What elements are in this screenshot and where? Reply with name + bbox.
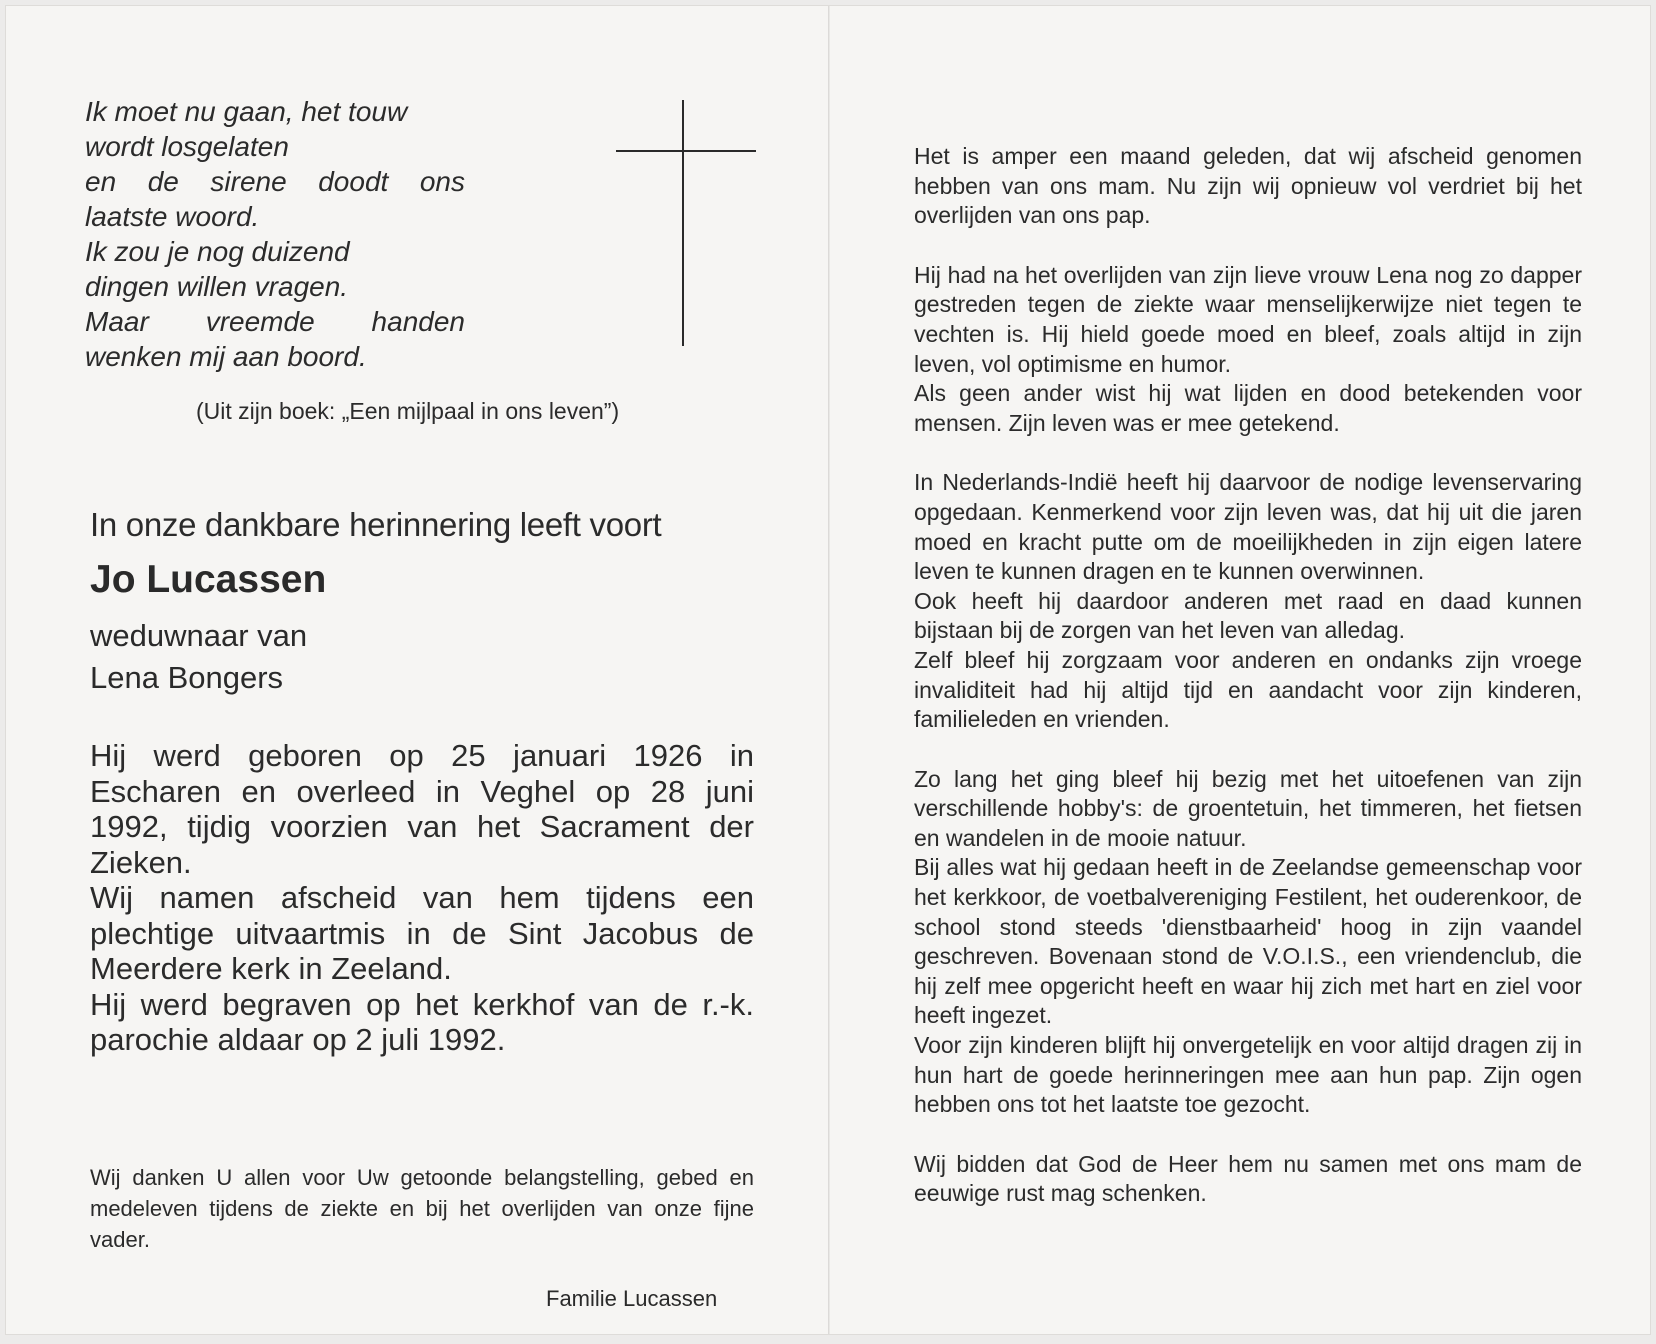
poem-line: Maar vreemde handen (85, 306, 465, 337)
memorial-intro: In onze dankbare herinnering leeft voort (90, 506, 662, 543)
poem (85, 94, 465, 374)
left-panel (6, 6, 828, 1334)
tribute-paragraph: Als geen ander wist hij wat lijden en dood betekenden voor mensen. Zijn leven was er mee getekend. (914, 380, 1582, 436)
bio-paragraph: Hij werd begraven op het kerkhof van de r.-k. parochie aldaar op 2 juli 1992. (90, 986, 754, 1057)
bio-paragraph: Wij namen afscheid van hem tijdens een plechtige uitvaartmis in de Sint Jacobus de Meerdere kerk in Zeeland. (90, 880, 754, 986)
cross-icon (616, 100, 756, 346)
poem-line: wordt losgelaten (85, 131, 289, 162)
tribute-paragraph: Zo lang het ging bleef hij bezig met het uitoefenen van zijn verschillende hobby's: de groentetuin, het timmeren, het fietsen en wandelen in de mooie natuur. (914, 765, 1582, 851)
tribute-paragraph: Zelf bleef hij zorgzaam voor anderen en ondanks zijn vroege invaliditeit had hij altijd tijd en aandacht voor zijn kinderen, familieleden en vrienden. (914, 646, 1582, 733)
deceased-name: Jo Lucassen (90, 558, 327, 601)
tribute-paragraph: In Nederlands-Indië heeft hij daarvoor de nodige levenservaring opgedaan. Kenmerkend voor zijn leven was, dat hij uit die jaren moed en kracht putte om de moeilijkheden in zijn eigen latere leven te kunnen dragen en te kunnen overwinnen. (914, 469, 1582, 585)
poem-line: Ik zou je nog duizend (85, 236, 350, 267)
biography (90, 738, 754, 1058)
right-panel (830, 6, 1650, 1334)
poem-line: laatste woord. (85, 201, 260, 232)
tribute-paragraph: Wij bidden dat God de Heer hem nu samen met ons mam de eeuwige rust mag schenken. (914, 1150, 1582, 1207)
poem-source: (Uit zijn boek: „Een mijlpaal in ons leven”) (196, 398, 620, 424)
tribute-paragraph: Bij alles wat hij gedaan heeft in de Zeelandse gemeenschap voor het kerkkoor, de voetbalvereniging Festilent, het ouderenkoor, de school stond steeds 'dienstbaarheid' hoog in zijn vaandel geschreven. Bovenaan stond de V.O.I.S., een vriendenclub, die hij zelf mee opgericht heeft en waar hij zich met hart en ziel voor heeft ingezet. (914, 854, 1582, 1029)
bio-paragraph: Hij werd geboren op 25 januari 1926 in Escharen en overleed in Veghel op 28 juni 1992, tijdig voorzien van het Sacrament der Zieken. (90, 738, 754, 880)
tribute-paragraph: Voor zijn kinderen blijft hij onvergetelijk en voor altijd dragen zij in hun hart de goede herinneringen mee aan hun pap. Zijn ogen hebben ons tot het laatste toe gezocht. (914, 1032, 1582, 1118)
tribute-paragraph: Het is amper een maand geleden, dat wij afscheid genomen hebben van ons mam. Nu zijn wij opnieuw vol verdriet bij het overlijden van ons pap. (914, 143, 1582, 229)
spouse-name: Lena Bongers (90, 660, 284, 695)
card-fold (828, 6, 830, 1334)
widower-label: weduwnaar van (90, 618, 308, 653)
poem-line: dingen willen vragen. (85, 271, 349, 302)
tribute-paragraph: Hij had na het overlijden van zijn lieve vrouw Lena nog zo dapper gestreden tegen de ziekte waar menselijkerwijze niet tegen te vechten is. Hij hield goede moed en bleef, zoals altijd in zijn leven, vol optimisme en humor. (914, 261, 1582, 377)
cross-horizontal-bar (616, 150, 756, 152)
tribute-paragraph: Ook heeft hij daardoor anderen met raad en daad kunnen bijstaan bij de zorgen van het leven van alledag. (914, 587, 1582, 644)
family-signature: Familie Lucassen (546, 1286, 718, 1311)
poem-line: Ik moet nu gaan, het touw (85, 96, 408, 127)
thanks-text: Wij danken U allen voor Uw getoonde belangstelling, gebed en medeleven tijdens de ziekte en bij het overlijden van onze fijne vader. (90, 1165, 754, 1252)
tribute-text (914, 142, 1582, 1209)
poem-line: wenken mij aan boord. (85, 341, 367, 372)
cross-vertical-bar (682, 100, 684, 346)
poem-line: en de sirene doodt ons (85, 166, 465, 197)
